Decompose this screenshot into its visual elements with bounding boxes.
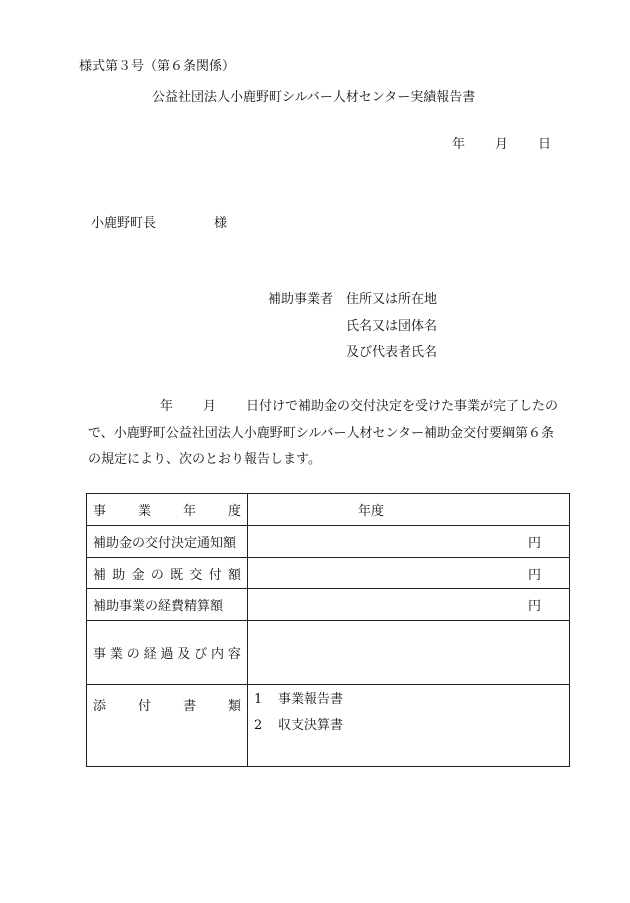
date-year: 年 [452, 137, 466, 152]
body-text: 日付けで補助金の交付決定を受けた事業が完了したので、小鹿野町公益社団法人小鹿野町シルバー人材センター補助金交付要綱第６条の規定により、次のとおり報告します。 [88, 399, 559, 467]
attachment-number: 1 [254, 692, 263, 707]
attachments-cell [248, 685, 570, 767]
label-char: 額 [227, 567, 241, 583]
table-row-attachments [87, 685, 570, 767]
fiscal-year-cell[interactable] [248, 494, 570, 526]
date-day: 日 [538, 137, 552, 152]
label-char: 付 [137, 699, 151, 714]
label-attachments [87, 685, 248, 767]
label-settlement-amount: 補助事業の経費精算額 [87, 589, 248, 621]
label-char: 事 [93, 647, 107, 662]
label-char: 度 [227, 504, 241, 519]
addressee-honorific: 様 [214, 216, 228, 231]
attachment-number: 2 [254, 718, 263, 733]
attachment-text: 事業報告書 [278, 692, 344, 707]
label-char: 業 [137, 504, 151, 519]
label-char: 添 [93, 699, 107, 714]
label-char: 容 [227, 647, 241, 662]
label-char: 類 [227, 699, 241, 714]
label-char: 経 [143, 647, 157, 662]
yen-unit: 円 [527, 567, 541, 583]
table-row-progress [87, 621, 570, 685]
label-paid-amount [87, 558, 248, 589]
fiscal-year-value: 年度 [358, 504, 385, 519]
label-char: の [126, 647, 140, 662]
name-field-label: 氏名又は団体名 [346, 319, 438, 334]
label-char: 金 [131, 567, 145, 583]
attachment-item [254, 687, 563, 713]
label-char: び [194, 647, 208, 662]
form-number: 様式第３号（第６条関係） [79, 59, 236, 74]
addressee-name: 小鹿野町長 [91, 216, 157, 231]
label-char: 年 [182, 504, 196, 519]
representative-field-label: 及び代表者氏名 [346, 345, 438, 360]
table-row-paid-amount [87, 558, 570, 589]
yen-unit: 円 [527, 599, 541, 614]
applicant-label: 補助事業者 [268, 292, 334, 307]
label-char: 事 [93, 504, 107, 519]
body-month: 月 [203, 399, 217, 414]
label-char: 付 [208, 567, 222, 583]
label-char: 内 [211, 647, 225, 662]
yen-unit: 円 [527, 536, 541, 551]
paid-amount-cell[interactable] [248, 558, 570, 589]
label-char: 補 [93, 567, 107, 583]
address-field-label: 住所又は所在地 [346, 292, 438, 307]
table-row-fiscal-year [87, 494, 570, 526]
table-row-decision-amount [87, 526, 570, 558]
label-fiscal-year [87, 494, 248, 526]
label-char: 過 [160, 647, 174, 662]
label-char: 助 [112, 567, 126, 583]
label-char: 既 [170, 567, 184, 583]
label-char: 及 [177, 647, 191, 662]
label-progress [87, 621, 248, 685]
label-char: 書 [182, 699, 196, 714]
date-line [452, 138, 551, 151]
report-body-text [88, 394, 562, 474]
document-title: 公益社団法人小鹿野町シルバー人材センター実績報告書 [152, 90, 476, 105]
addressee [91, 217, 227, 230]
attachment-item [254, 713, 563, 739]
report-table [86, 493, 570, 767]
body-year: 年 [160, 399, 174, 414]
table-row-settlement-amount [87, 589, 570, 621]
label-char: 業 [109, 647, 123, 662]
settlement-amount-cell[interactable] [248, 589, 570, 621]
label-decision-amount: 補助金の交付決定通知額 [87, 526, 248, 558]
attachment-text: 収支決算書 [278, 718, 344, 733]
progress-cell[interactable] [248, 621, 570, 685]
decision-amount-cell[interactable] [248, 526, 570, 558]
label-char: の [150, 567, 164, 583]
date-month: 月 [495, 137, 509, 152]
label-char: 交 [189, 567, 203, 583]
